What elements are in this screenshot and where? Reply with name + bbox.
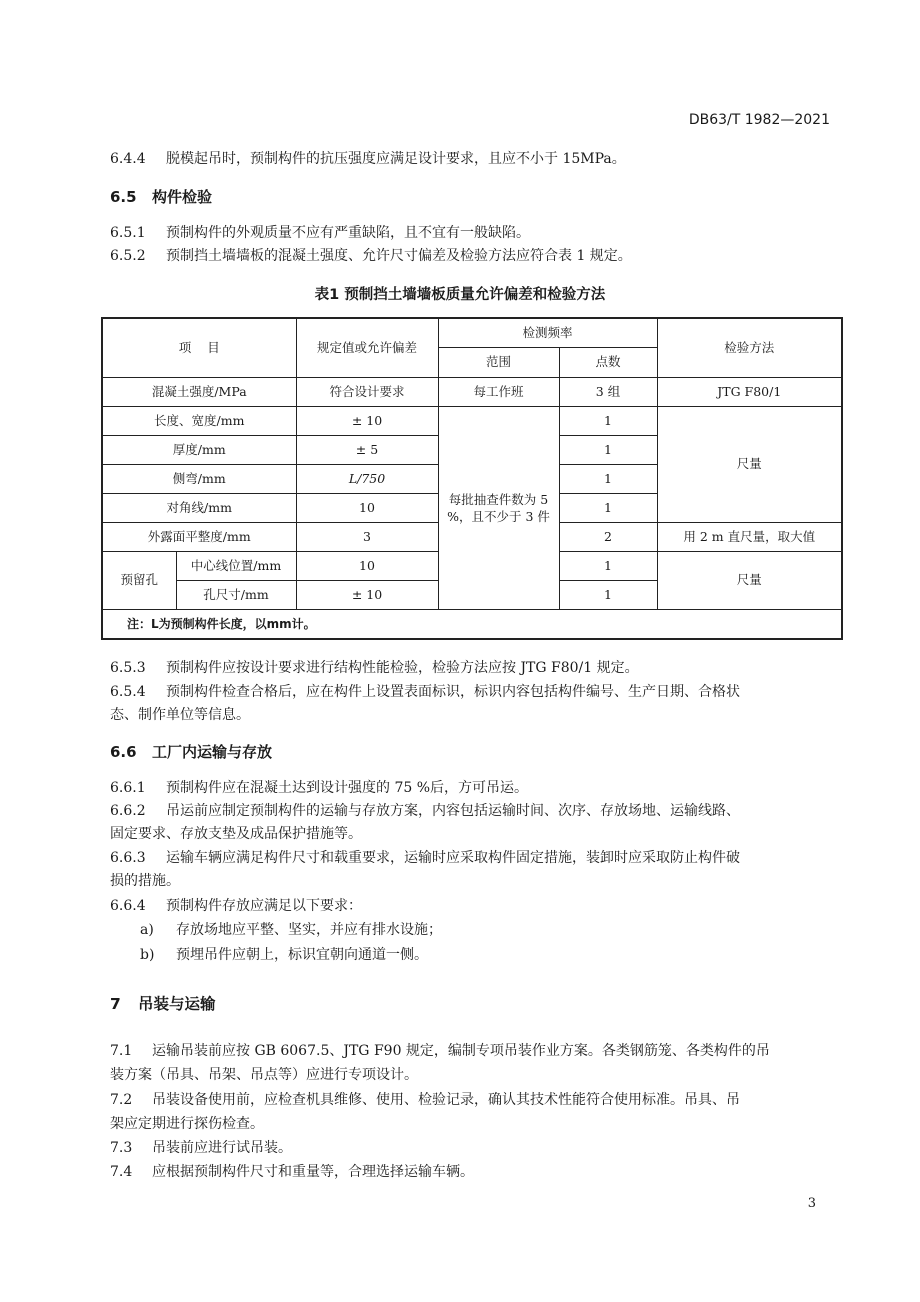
clause-6-5-1 xyxy=(110,222,530,244)
cell-tolerance: 10 xyxy=(296,493,438,522)
quality-tolerance-table xyxy=(101,317,843,640)
cell-tolerance: ± 5 xyxy=(296,435,438,464)
header-item: 项 目 xyxy=(102,318,296,377)
cell-item: 厚度/mm xyxy=(102,435,296,464)
cell-tolerance: 10 xyxy=(296,551,438,580)
clause-7-3 xyxy=(110,1137,292,1159)
clause-text: 吊装前应进行试吊装。 xyxy=(152,1140,292,1156)
clause-number: 7.1 xyxy=(110,1043,133,1059)
section-heading-6-6 xyxy=(110,741,272,762)
clause-text: 运输吊装前应按 GB 6067.5、JTG F90 规定，编制专项吊装作业方案。各类钢筋笼、各类构件的吊 xyxy=(152,1043,770,1059)
section-heading-6-5 xyxy=(110,186,212,207)
clause-7-2 xyxy=(110,1089,740,1111)
table-note: 注：L为预制构件长度，以mm计。 xyxy=(102,609,842,639)
document-code: DB63/T 1982—2021 xyxy=(688,112,830,128)
cell-method: JTG F80/1 xyxy=(657,377,842,406)
clause-6-5-4-continued: 态、制作单位等信息。 xyxy=(110,707,250,723)
section-heading-7 xyxy=(110,992,216,1014)
cell-tolerance: ± 10 xyxy=(296,406,438,435)
clause-number: 6.6.4 xyxy=(110,898,146,914)
table-note-row xyxy=(102,609,842,639)
section-number: 7 xyxy=(110,995,121,1013)
clause-text: 预制构件的外观质量不应有严重缺陷，且不宜有一般缺陷。 xyxy=(166,225,530,241)
clause-7-1 xyxy=(110,1040,770,1062)
cell-range: 每工作班 xyxy=(438,377,559,406)
list-text: 存放场地应平整、坚实，并应有排水设施； xyxy=(176,922,442,938)
header-frequency: 检测频率 xyxy=(438,318,657,347)
clause-6-5-4 xyxy=(110,681,740,703)
clause-number: 6.5.3 xyxy=(110,660,146,676)
table-row xyxy=(102,377,842,406)
cell-item: 对角线/mm xyxy=(102,493,296,522)
clause-6-5-2 xyxy=(110,245,632,267)
table-row xyxy=(102,406,842,435)
header-points: 点数 xyxy=(559,347,657,377)
cell-item: 外露面平整度/mm xyxy=(102,522,296,551)
cell-points: 3 组 xyxy=(559,377,657,406)
clause-6-5-3 xyxy=(110,657,639,679)
clause-number: 6.6.1 xyxy=(110,780,146,796)
clause-number: 6.6.2 xyxy=(110,803,146,819)
cell-item: 中心线位置/mm xyxy=(176,551,296,580)
clause-6-6-2 xyxy=(110,800,740,822)
clause-number: 6.6.3 xyxy=(110,850,146,866)
section-title: 工厂内运输与存放 xyxy=(152,743,273,761)
clause-text: 预制构件应在混凝土达到设计强度的 75 %后，方可吊运。 xyxy=(166,780,529,796)
page-number: 3 xyxy=(807,1196,816,1211)
section-title: 吊装与运输 xyxy=(138,995,216,1013)
cell-method-merged: 尺量 xyxy=(657,551,842,609)
list-item xyxy=(140,919,442,941)
clause-6-6-3-continued: 损的措施。 xyxy=(110,873,180,889)
section-number: 6.6 xyxy=(110,743,137,761)
cell-points: 1 xyxy=(559,464,657,493)
section-title: 构件检验 xyxy=(152,188,213,206)
clause-text: 吊运前应制定预制构件的运输与存放方案，内容包括运输时间、次序、存放场地、运输线路、 xyxy=(166,803,740,819)
cell-range-merged: 每批抽查件数为 5 %，且不少于 3 件 xyxy=(438,406,559,609)
clause-6-6-3 xyxy=(110,847,740,869)
cell-item: 混凝土强度/MPa xyxy=(102,377,296,406)
clause-text: 预制构件应按设计要求进行结构性能检验，检验方法应按 JTG F80/1 规定。 xyxy=(166,660,639,676)
clause-number: 6.5.1 xyxy=(110,225,146,241)
cell-tolerance: ± 10 xyxy=(296,580,438,609)
clause-6-6-1 xyxy=(110,777,528,799)
cell-points: 1 xyxy=(559,580,657,609)
cell-tolerance: L/750 xyxy=(296,464,438,493)
cell-item: 孔尺寸/mm xyxy=(176,580,296,609)
header-tolerance: 规定值或允许偏差 xyxy=(296,318,438,377)
clause-6-4-4 xyxy=(110,148,626,170)
table-header-row xyxy=(102,318,842,347)
list-item xyxy=(140,944,428,966)
cell-method-merged: 尺量 xyxy=(657,406,842,522)
cell-item: 侧弯/mm xyxy=(102,464,296,493)
clause-text: 预制挡土墙墙板的混凝土强度、允许尺寸偏差及检验方法应符合表 1 规定。 xyxy=(166,248,632,264)
clause-text: 预制构件存放应满足以下要求： xyxy=(166,898,362,914)
clause-number: 7.2 xyxy=(110,1092,133,1108)
clause-number: 7.4 xyxy=(110,1164,133,1180)
header-method: 检验方法 xyxy=(657,318,842,377)
cell-tolerance: 3 xyxy=(296,522,438,551)
clause-number: 6.5.2 xyxy=(110,248,146,264)
cell-points: 1 xyxy=(559,435,657,464)
list-text: 预埋吊件应朝上，标识宜朝向通道一侧。 xyxy=(176,947,428,963)
cell-item: 长度、宽度/mm xyxy=(102,406,296,435)
clause-6-6-4 xyxy=(110,895,362,917)
clause-6-6-2-continued: 固定要求、存放支垫及成品保护措施等。 xyxy=(110,826,362,842)
table-title: 表1 预制挡土墙墙板质量允许偏差和检验方法 xyxy=(314,287,606,303)
clause-text: 吊装设备使用前，应检查机具维修、使用、检验记录，确认其技术性能符合使用标准。吊具、吊 xyxy=(152,1092,740,1108)
cell-points: 1 xyxy=(559,406,657,435)
cell-points: 2 xyxy=(559,522,657,551)
clause-number: 7.3 xyxy=(110,1140,133,1156)
clause-7-2-continued: 架应定期进行探伤检查。 xyxy=(110,1116,264,1132)
list-marker: a) xyxy=(140,922,154,938)
clause-number: 6.5.4 xyxy=(110,684,146,700)
cell-tolerance: 符合设计要求 xyxy=(296,377,438,406)
list-marker: b) xyxy=(140,947,155,963)
section-number: 6.5 xyxy=(110,188,137,206)
cell-points: 1 xyxy=(559,493,657,522)
clause-7-1-continued: 装方案（吊具、吊架、吊点等）应进行专项设计。 xyxy=(110,1067,418,1083)
clause-7-4 xyxy=(110,1161,474,1183)
cell-group-reserved-hole: 预留孔 xyxy=(102,551,176,609)
cell-method: 用 2 m 直尺量，取大值 xyxy=(657,522,842,551)
clause-text: 脱模起吊时，预制构件的抗压强度应满足设计要求，且应不小于 15MPa。 xyxy=(166,151,626,167)
clause-number: 6.4.4 xyxy=(110,151,146,167)
clause-text: 预制构件检查合格后，应在构件上设置表面标识，标识内容包括构件编号、生产日期、合格状 xyxy=(166,684,740,700)
cell-points: 1 xyxy=(559,551,657,580)
clause-text: 运输车辆应满足构件尺寸和载重要求，运输时应采取构件固定措施，装卸时应采取防止构件破 xyxy=(166,850,740,866)
header-range: 范围 xyxy=(438,347,559,377)
clause-text: 应根据预制构件尺寸和重量等，合理选择运输车辆。 xyxy=(152,1164,474,1180)
